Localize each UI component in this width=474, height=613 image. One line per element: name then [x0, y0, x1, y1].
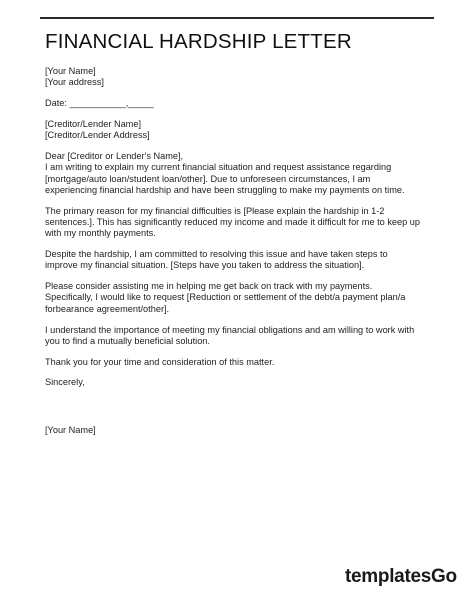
paragraph-line: with my monthly payments. [45, 228, 156, 239]
paragraph-1 [45, 151, 440, 196]
paragraph-3 [45, 249, 440, 272]
sender-name: [Your Name] [45, 66, 96, 76]
signature-name: [Your Name] [45, 424, 96, 435]
paragraph-4 [45, 281, 440, 315]
top-divider [40, 17, 434, 19]
paragraph-line: Despite the hardship, I am committed to resolving this issue and have taken steps to [45, 249, 388, 260]
recipient-block [45, 119, 440, 142]
date-line: Date: ___________,_____ [45, 98, 154, 109]
paragraph-5 [45, 325, 440, 348]
logo-text-templates: templates [345, 566, 432, 587]
closing: Sincerely, [45, 377, 85, 388]
sender-block [45, 66, 440, 89]
paragraph-line: Specifically, I would like to request [Reduction or settlement of the debt/a payment plan/a [45, 292, 406, 303]
paragraph-line: Please consider assisting me in helping me get back on track with my payments. [45, 281, 373, 292]
recipient-name: [Creditor/Lender Name] [45, 118, 142, 129]
paragraph-line: I am writing to explain my current financial situation and request assistance regarding [45, 162, 392, 173]
paragraph-line: experiencing financial hardship and have been struggling to make my payments on time. [45, 184, 405, 195]
paragraph-line: you to find a mutually beneficial solution. [45, 335, 210, 346]
paragraph-line: The primary reason for my financial difficulties is [Please explain the hardship in 1-2 [45, 205, 385, 216]
paragraph-line: improve my financial situation. [Steps have you taken to address the situation]. [45, 260, 365, 271]
salutation: Dear [Creditor or Lender's Name], [45, 150, 184, 161]
recipient-address: [Creditor/Lender Address] [45, 130, 150, 141]
paragraph-line: sentences.]. This has significantly reduced my income and made it difficult for me to keep up [45, 216, 421, 227]
paragraph-line: [mortgage/auto loan/student loan/other]. Due to unforeseen circumstances, I am [45, 173, 371, 184]
letter-body [45, 66, 440, 436]
paragraph-line: Thank you for your time and consideration of this matter. [45, 356, 275, 367]
templatesgo-logo [345, 566, 457, 588]
logo-text-go: Go [431, 566, 457, 587]
paragraph-line: forbearance agreement/other]. [45, 303, 170, 314]
letter-title: FINANCIAL HARDSHIP LETTER [45, 30, 352, 53]
paragraph-line: I understand the importance of meeting my financial obligations and am willing to work with [45, 324, 415, 335]
paragraph-6 [45, 357, 440, 368]
paragraph-2 [45, 206, 440, 240]
sender-address: [Your address] [45, 77, 104, 88]
